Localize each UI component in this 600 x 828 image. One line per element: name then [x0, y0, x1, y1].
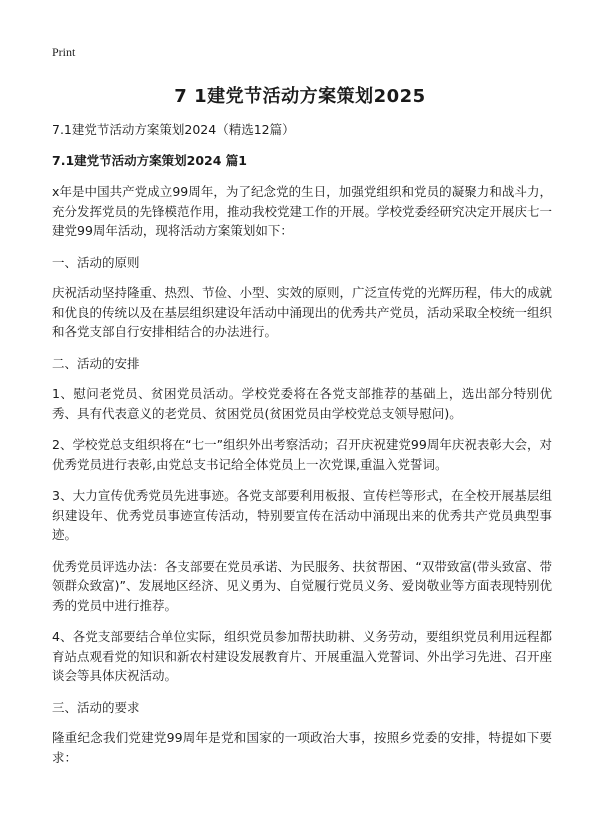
arrangement-item-3: 3、大力宣传优秀党员先进事迹。各党支部要利用板报、宣传栏等形式，在全校开展基层组织建设年、优秀党员事迹宣传活动，特别要宣传在活动中涌现出来的优秀共产党员典型事迹。 [52, 488, 552, 542]
page-title: 7 1建党节活动方案策划2025 [174, 86, 426, 107]
section-heading: 7.1建党节活动方案策划2024 篇1 [52, 153, 247, 168]
selection-method-paragraph: 优秀党员评选办法：各支部要在党员承诺、为民服务、扶贫帮困、“双带致富(带头致富、带领群众致富)”、发展地区经济、见义勇为、自觉履行党员义务、爱岗敬业等方面表现特别优秀的党员中进行推荐。 [52, 558, 552, 613]
requirements-heading: 三、活动的要求 [52, 699, 140, 715]
principles-heading: 一、活动的原则 [52, 254, 140, 270]
print-link[interactable]: Print [52, 45, 76, 59]
arrangement-item-2: 2、学校党总支组织将在“七一”组织外出考察活动；召开庆祝建党99周年庆祝表彰大会，对优秀党员进行表彰,由党总支书记给全体党员上一次党课,重温入党誓词。 [52, 437, 552, 472]
article-body [52, 182, 552, 779]
principles-paragraph: 庆祝活动坚持隆重、热烈、节俭、小型、实效的原则，广泛宣传党的光辉历程，伟大的成就和优良的传统以及在基层组织建设年活动中涌现出的优秀共产党员，活动采取全校统一组织和各党支部自行安排相结合的办法进行。 [52, 285, 553, 339]
arrangement-item-1: 1、慰问老党员、贫困党员活动。学校党委将在各党支部推荐的基础上，选出部分特别优秀、具有代表意义的老党员、贫困党员(贫困党员由学校党总支领导慰问)。 [52, 386, 552, 421]
document-subtitle: 7.1建党节活动方案策划2024（精选12篇） [52, 122, 295, 137]
arrangements-heading: 二、活动的安排 [52, 355, 140, 371]
requirements-paragraph: 隆重纪念我们党建党99周年是党和国家的一项政治大事，按照乡党委的安排，特提如下要求： [52, 730, 552, 765]
intro-paragraph: x年是中国共产党成立99周年，为了纪念党的生日，加强党组织和党员的凝聚力和战斗力，充分发挥党员的先锋模范作用，推动我校党建工作的开展。学校党委经研究决定开展庆七一建党99周年活动，现将活动方案策划如下： [52, 184, 553, 238]
arrangement-item-4: 4、各党支部要结合单位实际，组织党员参加帮扶助耕、义务劳动，要组织党员利用远程都育站点观看党的知识和新农村建设发展教育片、开展重温入党誓词、外出学习先进、召开座谈会等具体庆祝活动。 [52, 629, 553, 683]
